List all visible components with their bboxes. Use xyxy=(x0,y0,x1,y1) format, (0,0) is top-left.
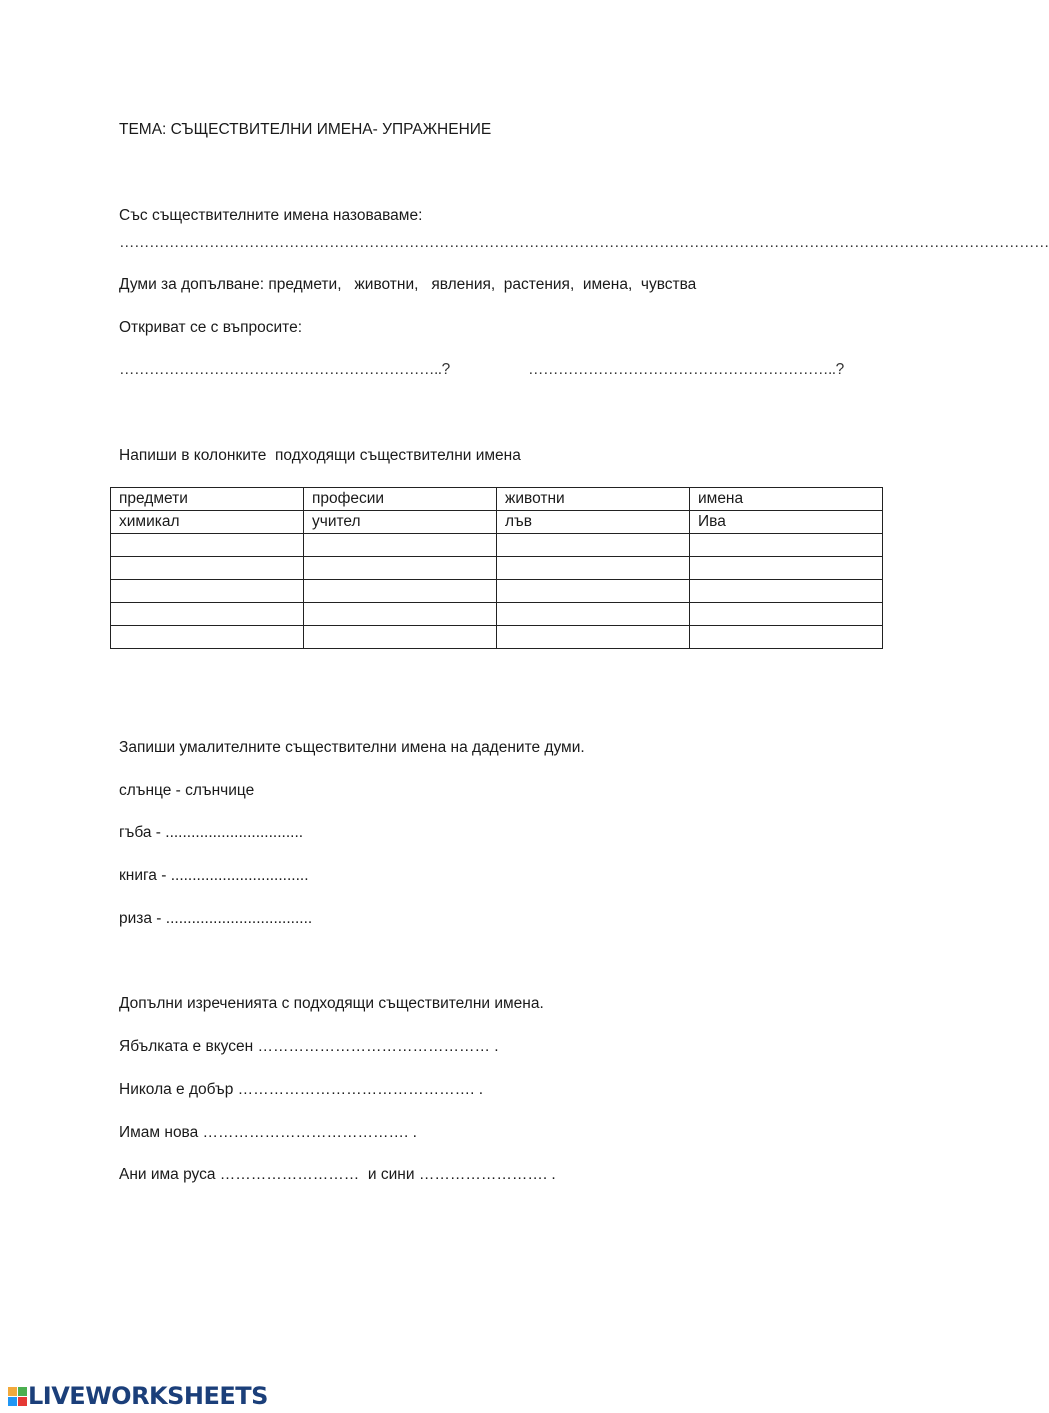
table-cell-blank[interactable] xyxy=(111,626,304,649)
diminutive-item: слънце - слънчице xyxy=(119,782,255,799)
nouns-table xyxy=(110,487,883,649)
logo-block xyxy=(18,1387,27,1396)
question-blank-1[interactable]: ………………………………………………………..? xyxy=(119,361,450,378)
logo-blocks-icon xyxy=(8,1387,27,1406)
table-cell-blank[interactable] xyxy=(690,603,883,626)
table-row xyxy=(111,603,883,626)
sentence-item[interactable]: Никола е добър ………………………………………. . xyxy=(119,1081,484,1098)
table-row xyxy=(111,557,883,580)
table-cell-blank[interactable] xyxy=(690,557,883,580)
table-cell-blank[interactable] xyxy=(690,580,883,603)
table-row xyxy=(111,511,883,534)
logo-block xyxy=(18,1397,27,1406)
column-header: животни xyxy=(497,488,690,511)
table-cell-blank[interactable] xyxy=(497,603,690,626)
table-cell-blank[interactable] xyxy=(304,603,497,626)
table-cell-blank[interactable] xyxy=(497,626,690,649)
logo-text: LIVEWORKSHEETS xyxy=(28,1382,268,1410)
table-row xyxy=(111,626,883,649)
question-blank-2[interactable]: ……………………………………………………..? xyxy=(528,361,844,378)
hint-words: Думи за допълване: предмети, животни, явления, растения, имена, чувства xyxy=(119,276,697,293)
sentence-item[interactable]: Ани има руса ……………………… и сини ……………………. . xyxy=(119,1166,556,1183)
table-cell-blank[interactable] xyxy=(497,557,690,580)
table-cell-blank[interactable] xyxy=(304,626,497,649)
diminutive-item[interactable]: книга - ................................ xyxy=(119,867,309,884)
table-cell: Ива xyxy=(690,511,883,534)
questions-prompt: Откриват се с въпросите: xyxy=(119,319,302,336)
sentence-item[interactable]: Ябълката е вкусен ……………………………………… . xyxy=(119,1038,499,1055)
table-row xyxy=(111,580,883,603)
diminutive-item[interactable]: гъба - ................................ xyxy=(119,824,304,841)
table-cell: учител xyxy=(304,511,497,534)
column-header: предмети xyxy=(111,488,304,511)
table-cell-blank[interactable] xyxy=(111,603,304,626)
liveworksheets-logo xyxy=(8,1382,268,1410)
sentence-item[interactable]: Имам нова …………………………………. . xyxy=(119,1124,417,1141)
table-cell-blank[interactable] xyxy=(690,626,883,649)
section2-instruction: Напиши в колонките подходящи съществителни имена xyxy=(119,447,521,464)
table-cell-blank[interactable] xyxy=(111,557,304,580)
column-header: имена xyxy=(690,488,883,511)
logo-block xyxy=(8,1397,17,1406)
section3-instruction: Запиши умалителните съществителни имена на дадените думи. xyxy=(119,739,585,756)
table-cell-blank[interactable] xyxy=(690,534,883,557)
table-cell-blank[interactable] xyxy=(497,580,690,603)
table-cell: лъв xyxy=(497,511,690,534)
table-cell-blank[interactable] xyxy=(304,580,497,603)
section4-instruction: Допълни изреченията с подходящи съществителни имена. xyxy=(119,995,544,1012)
table-cell-blank[interactable] xyxy=(497,534,690,557)
column-header: професии xyxy=(304,488,497,511)
section1-prompt: Със съществителните имена назоваваме: xyxy=(119,207,423,224)
table-header-row xyxy=(111,488,883,511)
table-cell-blank[interactable] xyxy=(304,534,497,557)
logo-block xyxy=(8,1387,17,1396)
table-cell-blank[interactable] xyxy=(304,557,497,580)
table-cell-blank[interactable] xyxy=(111,534,304,557)
table-cell-blank[interactable] xyxy=(111,580,304,603)
answer-blank-line[interactable]: …………………………………………………………………………………………………………………………………………………………………… xyxy=(119,234,1049,251)
table-row xyxy=(111,534,883,557)
table-cell: химикал xyxy=(111,511,304,534)
diminutive-item[interactable]: риза - .................................. xyxy=(119,910,313,927)
page-title: ТЕМА: СЪЩЕСТВИТЕЛНИ ИМЕНА- УПРАЖНЕНИЕ xyxy=(119,121,492,138)
